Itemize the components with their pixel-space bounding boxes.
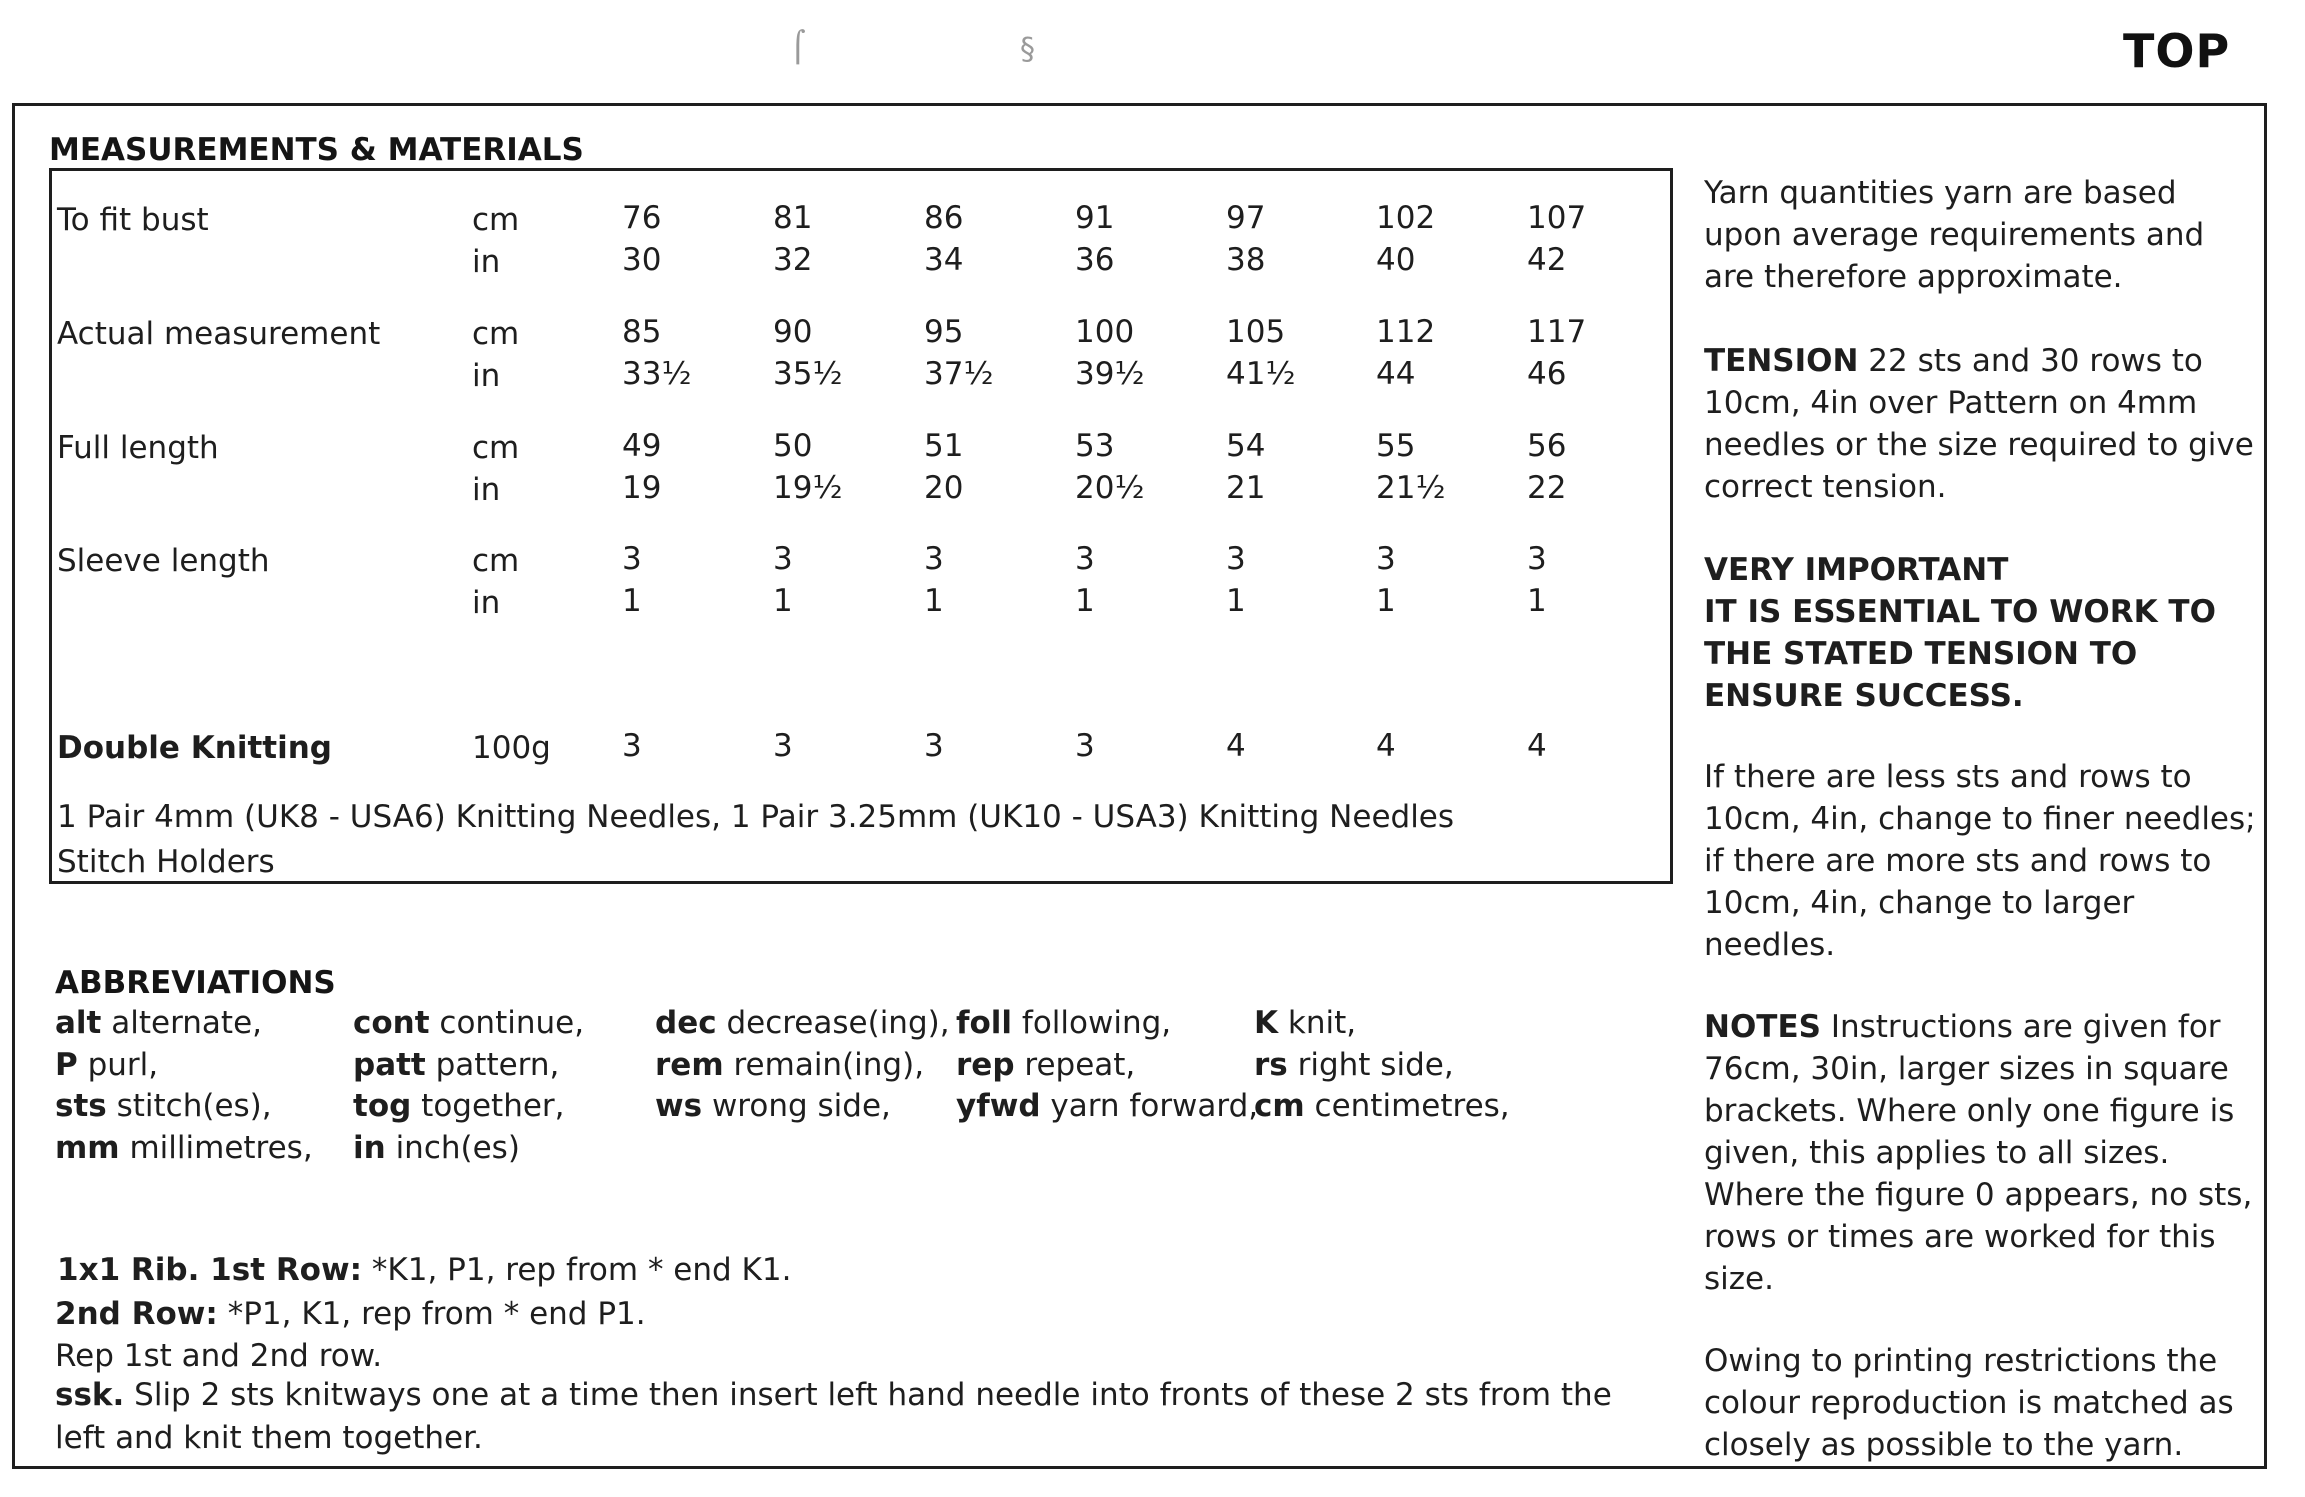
abbreviation-item <box>1254 1088 1510 1124</box>
abbreviation-meaning: millimetres, <box>129 1130 313 1166</box>
size-value-in: 21½ <box>1376 470 1446 506</box>
size-value-in: 35½ <box>773 356 843 392</box>
yarn-amount: 3 <box>924 728 944 764</box>
ssk-text-1: Slip 2 sts knitways one at a time then insert left hand needle into fronts of these 2 sts from the <box>134 1377 1612 1413</box>
holders-line: Stitch Holders <box>57 844 275 880</box>
size-value-in: 20½ <box>1075 470 1145 506</box>
abbreviation-item <box>956 1005 1172 1041</box>
abbreviation-meaning: yarn forward, <box>1050 1088 1259 1124</box>
size-value-cm: 107 <box>1527 200 1587 236</box>
size-value-in: 46 <box>1527 356 1567 392</box>
notes-text: Instructions are given for 76cm, 30in, larger sizes in square brackets. Where only one figure is given, this applies to all sizes. Where the figure 0 appears, no sts, rows or times are worked for this size. <box>1704 1009 2253 1297</box>
size-value-in: 41½ <box>1226 356 1296 392</box>
yarn-amount: 4 <box>1527 728 1547 764</box>
instructions-note <box>1704 1006 2259 1300</box>
abbreviation-meaning: continue, <box>439 1005 585 1041</box>
abbreviation-item <box>956 1047 1136 1083</box>
abbreviation-meaning: alternate, <box>111 1005 262 1041</box>
size-value-in: 40 <box>1376 242 1416 278</box>
abbreviation-term: ws <box>655 1088 703 1124</box>
rib-title: 1x1 Rib. 1st Row: <box>57 1252 363 1288</box>
size-value-in: 44 <box>1376 356 1416 392</box>
abbreviation-term: patt <box>353 1047 426 1083</box>
size-value-cm: 55 <box>1376 428 1416 464</box>
tension-text: 22 sts and 30 rows to 10cm, 4in over Pattern on 4mm needles or the size required to give correct tension. <box>1704 343 2254 505</box>
important-text: IT IS ESSENTIAL TO WORK TO THE STATED TENSION TO ENSURE SUCCESS. <box>1704 594 2216 714</box>
abbreviation-item <box>956 1088 1259 1124</box>
size-value-in: 1 <box>1376 583 1396 619</box>
size-value-cm: 97 <box>1226 200 1266 236</box>
abbreviation-meaning: stitch(es), <box>116 1088 272 1124</box>
abbreviation-term: cont <box>353 1005 430 1041</box>
ssk-title: ssk. <box>55 1377 125 1413</box>
abbreviation-item <box>655 1088 891 1124</box>
measurement-label: To fit bust <box>57 202 209 238</box>
size-value-cm: 3 <box>924 541 944 577</box>
size-value-cm: 3 <box>773 541 793 577</box>
size-value-in: 39½ <box>1075 356 1145 392</box>
yarn-amount: 3 <box>622 728 642 764</box>
unit-cm: cm <box>472 430 520 466</box>
rib-row-1 <box>57 1252 792 1288</box>
measurements-heading: MEASUREMENTS & MATERIALS <box>49 132 584 168</box>
important-note <box>1704 549 2259 717</box>
abbreviation-meaning: wrong side, <box>711 1088 891 1124</box>
abbreviation-meaning: together, <box>421 1088 565 1124</box>
measurement-label: Actual measurement <box>57 316 381 352</box>
size-value-cm: 85 <box>622 314 662 350</box>
size-value-cm: 95 <box>924 314 964 350</box>
abbreviation-meaning: pattern, <box>435 1047 560 1083</box>
abbreviation-meaning: remain(ing), <box>733 1047 925 1083</box>
important-heading: VERY IMPORTANT <box>1704 552 2009 588</box>
abbreviation-term: tog <box>353 1088 412 1124</box>
yarn-label: Double Knitting <box>57 730 332 766</box>
abbreviation-meaning: decrease(ing), <box>726 1005 950 1041</box>
abbreviation-item <box>55 1130 313 1166</box>
size-value-cm: 100 <box>1075 314 1135 350</box>
abbreviation-meaning: knit, <box>1287 1005 1357 1041</box>
size-value-cm: 102 <box>1376 200 1436 236</box>
yarn-amount: 3 <box>773 728 793 764</box>
yarn-note-text: Yarn quantities yarn are based upon average requirements and are therefore approximate. <box>1704 175 2205 295</box>
abbreviation-item <box>353 1130 520 1166</box>
abbreviation-item <box>55 1088 272 1124</box>
size-value-in: 1 <box>1075 583 1095 619</box>
size-value-in: 34 <box>924 242 964 278</box>
size-value-cm: 50 <box>773 428 813 464</box>
size-value-in: 1 <box>622 583 642 619</box>
size-value-in: 33½ <box>622 356 692 392</box>
size-value-cm: 105 <box>1226 314 1286 350</box>
size-value-cm: 3 <box>1527 541 1547 577</box>
unit-in: in <box>472 358 501 394</box>
yarn-amount: 4 <box>1376 728 1396 764</box>
tension-note <box>1704 340 2259 508</box>
size-value-cm: 3 <box>1376 541 1396 577</box>
printing-note-text: Owing to printing restrictions the colour reproduction is matched as closely as possible to the yarn. <box>1704 1343 2234 1463</box>
yarn-quantities-note <box>1704 172 2259 298</box>
notes-label: NOTES <box>1704 1009 1821 1045</box>
measurements-table <box>49 168 1673 884</box>
size-value-in: 38 <box>1226 242 1266 278</box>
corner-label: TOP <box>2123 24 2231 78</box>
measurement-label: Full length <box>57 430 219 466</box>
scan-mark: § <box>1020 32 1035 67</box>
abbreviation-meaning: inch(es) <box>395 1130 520 1166</box>
needle-change-note <box>1704 756 2259 966</box>
ssk-line-2: left and knit them together. <box>55 1420 483 1456</box>
size-value-cm: 3 <box>1075 541 1095 577</box>
abbreviation-item <box>655 1047 925 1083</box>
size-value-in: 21 <box>1226 470 1266 506</box>
abbreviation-term: foll <box>956 1005 1013 1041</box>
abbreviation-term: dec <box>655 1005 717 1041</box>
size-value-in: 32 <box>773 242 813 278</box>
size-value-in: 19 <box>622 470 662 506</box>
unit-in: in <box>472 244 501 280</box>
size-value-in: 36 <box>1075 242 1115 278</box>
abbreviation-meaning: centimetres, <box>1314 1088 1510 1124</box>
printing-note <box>1704 1340 2259 1466</box>
size-value-cm: 54 <box>1226 428 1266 464</box>
ssk-line-1 <box>55 1377 1612 1413</box>
abbreviation-term: mm <box>55 1130 120 1166</box>
abbreviation-term: rem <box>655 1047 724 1083</box>
size-value-in: 42 <box>1527 242 1567 278</box>
abbreviation-item <box>655 1005 950 1041</box>
repeat-line: Rep 1st and 2nd row. <box>55 1338 383 1374</box>
abbreviation-term: sts <box>55 1088 107 1124</box>
abbreviation-item <box>1254 1005 1357 1041</box>
size-value-in: 19½ <box>773 470 843 506</box>
rib-row-2-text: *P1, K1, rep from * end P1. <box>227 1296 646 1332</box>
size-value-cm: 112 <box>1376 314 1436 350</box>
size-value-cm: 117 <box>1527 314 1587 350</box>
abbreviation-item <box>1254 1047 1454 1083</box>
measurement-label: Sleeve length <box>57 543 270 579</box>
size-value-in: 30 <box>622 242 662 278</box>
abbreviation-item <box>353 1047 560 1083</box>
abbreviation-item <box>353 1088 565 1124</box>
size-value-in: 1 <box>773 583 793 619</box>
unit-cm: cm <box>472 202 520 238</box>
abbreviation-term: alt <box>55 1005 102 1041</box>
rib-row-2 <box>55 1296 646 1332</box>
size-value-in: 37½ <box>924 356 994 392</box>
abbreviation-term: in <box>353 1130 386 1166</box>
size-value-cm: 91 <box>1075 200 1115 236</box>
unit-in: in <box>472 585 501 621</box>
size-value-in: 22 <box>1527 470 1567 506</box>
tension-label: TENSION <box>1704 343 1859 379</box>
abbreviation-item <box>353 1005 585 1041</box>
size-value-in: 1 <box>924 583 944 619</box>
size-value-in: 1 <box>1226 583 1246 619</box>
abbreviation-term: yfwd <box>956 1088 1041 1124</box>
unit-in: in <box>472 472 501 508</box>
abbreviation-term: cm <box>1254 1088 1305 1124</box>
row-2-title: 2nd Row: <box>55 1296 218 1332</box>
abbreviation-term: rep <box>956 1047 1015 1083</box>
yarn-amount: 4 <box>1226 728 1246 764</box>
abbreviation-term: P <box>55 1047 78 1083</box>
abbreviation-item <box>55 1005 262 1041</box>
size-value-cm: 86 <box>924 200 964 236</box>
size-value-in: 1 <box>1527 583 1547 619</box>
needle-change-text: If there are less sts and rows to 10cm, 4in, change to finer needles; if there are more sts and rows to 10cm, 4in, change to larger needles. <box>1704 759 2256 963</box>
unit-cm: cm <box>472 316 520 352</box>
size-value-cm: 49 <box>622 428 662 464</box>
abbreviation-meaning: repeat, <box>1024 1047 1136 1083</box>
abbreviation-meaning: purl, <box>87 1047 159 1083</box>
size-value-cm: 90 <box>773 314 813 350</box>
size-value-cm: 3 <box>1226 541 1246 577</box>
size-value-cm: 81 <box>773 200 813 236</box>
unit-cm: cm <box>472 543 520 579</box>
yarn-unit: 100g <box>472 730 551 766</box>
abbreviation-term: K <box>1254 1005 1279 1041</box>
needles-line: 1 Pair 4mm (UK8 - USA6) Knitting Needles, 1 Pair 3.25mm (UK10 - USA3) Knitting Needles <box>57 799 1455 835</box>
abbreviation-item <box>55 1047 159 1083</box>
size-value-cm: 3 <box>622 541 642 577</box>
abbreviation-term: rs <box>1254 1047 1288 1083</box>
scan-mark: ⌠ <box>790 30 806 65</box>
size-value-cm: 76 <box>622 200 662 236</box>
size-value-cm: 56 <box>1527 428 1567 464</box>
rib-row-1-text: *K1, P1, rep from * end K1. <box>371 1252 792 1288</box>
size-value-in: 20 <box>924 470 964 506</box>
size-value-cm: 51 <box>924 428 964 464</box>
yarn-amount: 3 <box>1075 728 1095 764</box>
abbreviations-heading: ABBREVIATIONS <box>55 965 336 1001</box>
abbreviation-meaning: following, <box>1021 1005 1172 1041</box>
size-value-cm: 53 <box>1075 428 1115 464</box>
abbreviation-meaning: right side, <box>1297 1047 1454 1083</box>
